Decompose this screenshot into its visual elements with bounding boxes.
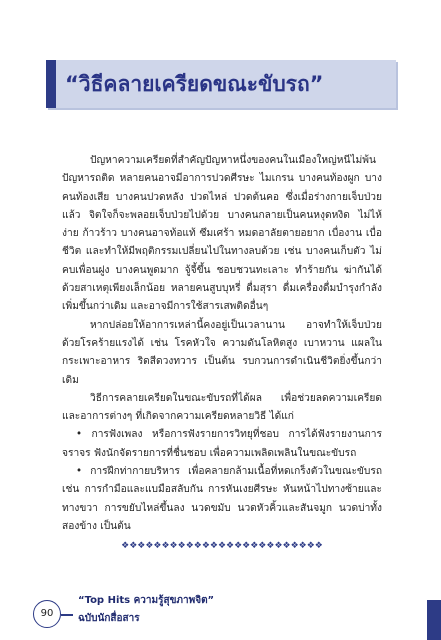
paragraph-3: วิธีการคลายเครียดในขณะขับรถที่ได้ผล เพื่อช่วยลดความเครียดและอาการต่างๆ ที่เกิดจากความเครียดหลายวิธี ได้แก่ <box>62 392 382 423</box>
section-divider: ❖❖❖❖❖❖❖❖❖❖❖❖❖❖❖❖❖❖❖❖❖❖❖❖❖ <box>121 541 323 552</box>
page-title: “วิธีคลายเครียดขณะขับรถ” <box>65 72 324 96</box>
paragraph-1: ปัญหาความเครียดที่สำคัญปัญหาหนึ่งของคนในเมืองใหญ่หนีไม่พ้นปัญหารถติด หลายคนอาจมีอาการปวดศีรษะ ไมเกรน บางคนท้องผูก บางคนท้องเสีย บางคนปวดหลัง ปวดไหล่ ปวดต้นคอ ซึ่งเมื่อร่างกายเจ็บป่วยแล้ว จิตใจก็จะพลอยเจ็บป่วยไปด้วย บางคนกลายเป็นคนหงุดหงิด ไม่ไห้ง่าย ก้าวร้าว บางคนอาจท้อแท้ ซึมเศร้า หมดอาลัยตายอยาก เบื่องาน เบื่อชีวิต และทำให้มีพฤติกรรมเปลี่ยนไปในทางลบด้วย เช่น บางคนเก็บตัว ไม่คบเพื่อนฝูง บางคนพูดมาก จู้จี้ขึ้น ชอบชวนทะเลาะ ทำร้ายกัน ฆ่ากันได้ด้วยสาเหตุเพียงเล็กน้อย หลายคนสูบบุหรี่ ดื่มสุรา ดื่มเครื่องดื่มบำรุงกำลังเพิ่มขึ้นกว่าเดิม และอาจมีการใช้สารเสพติดอื่นๆ <box>62 155 382 313</box>
bullet-item-music: • การฟังเพลง หรือการฟังรายการวิทยุที่ชอบ การได้ฟังรายงานการจราจร ฟังนักจัดรายการที่ชื่นชอบ เพื่อความเพลิดเพลินในขณะขับรถ <box>62 429 382 459</box>
bullet-item-exercise: • การฝึกท่ากายบริหาร เพื่อคลายกล้ามเนื้อที่หดเกร็งตัวในขณะขับรถ เช่น การกำมือและแบมือสลับกัน การหันเงยศีรษะ หันหน้าไปทางซ้ายและทางขวา การขยับไหล่ขึ้นลง นวดขมับ นวดหัวคิ้วและสันจมูก นวดบ่าทั้งสองข้าง เป็นต้น <box>62 466 382 532</box>
footer-book-title: “Top Hits ความรู้สุขภาพจิต” <box>78 595 215 606</box>
article-body <box>62 152 382 556</box>
paragraph-2: หากปล่อยให้อาการเหล่านี้คงอยู่เป็นเวลานาน อาจทำให้เจ็บป่วยด้วยโรคร้ายแรงได้ เช่น โรคหัวใจ ความดันโลหิตสูง เบาหวาน แผลในกระเพาะอาหาร ริดสีดวงทวาร เป็นต้น รบกวนการดำเนินชีวิตยิ่งขึ้นกว่าเดิม <box>62 319 382 386</box>
title-banner-accent <box>46 60 56 108</box>
page-number: 90 <box>33 600 61 628</box>
footer-rule <box>61 614 73 616</box>
page-edge-bar <box>427 600 441 640</box>
footer-book-subtitle: ฉบับนักสื่อสาร <box>78 613 140 624</box>
